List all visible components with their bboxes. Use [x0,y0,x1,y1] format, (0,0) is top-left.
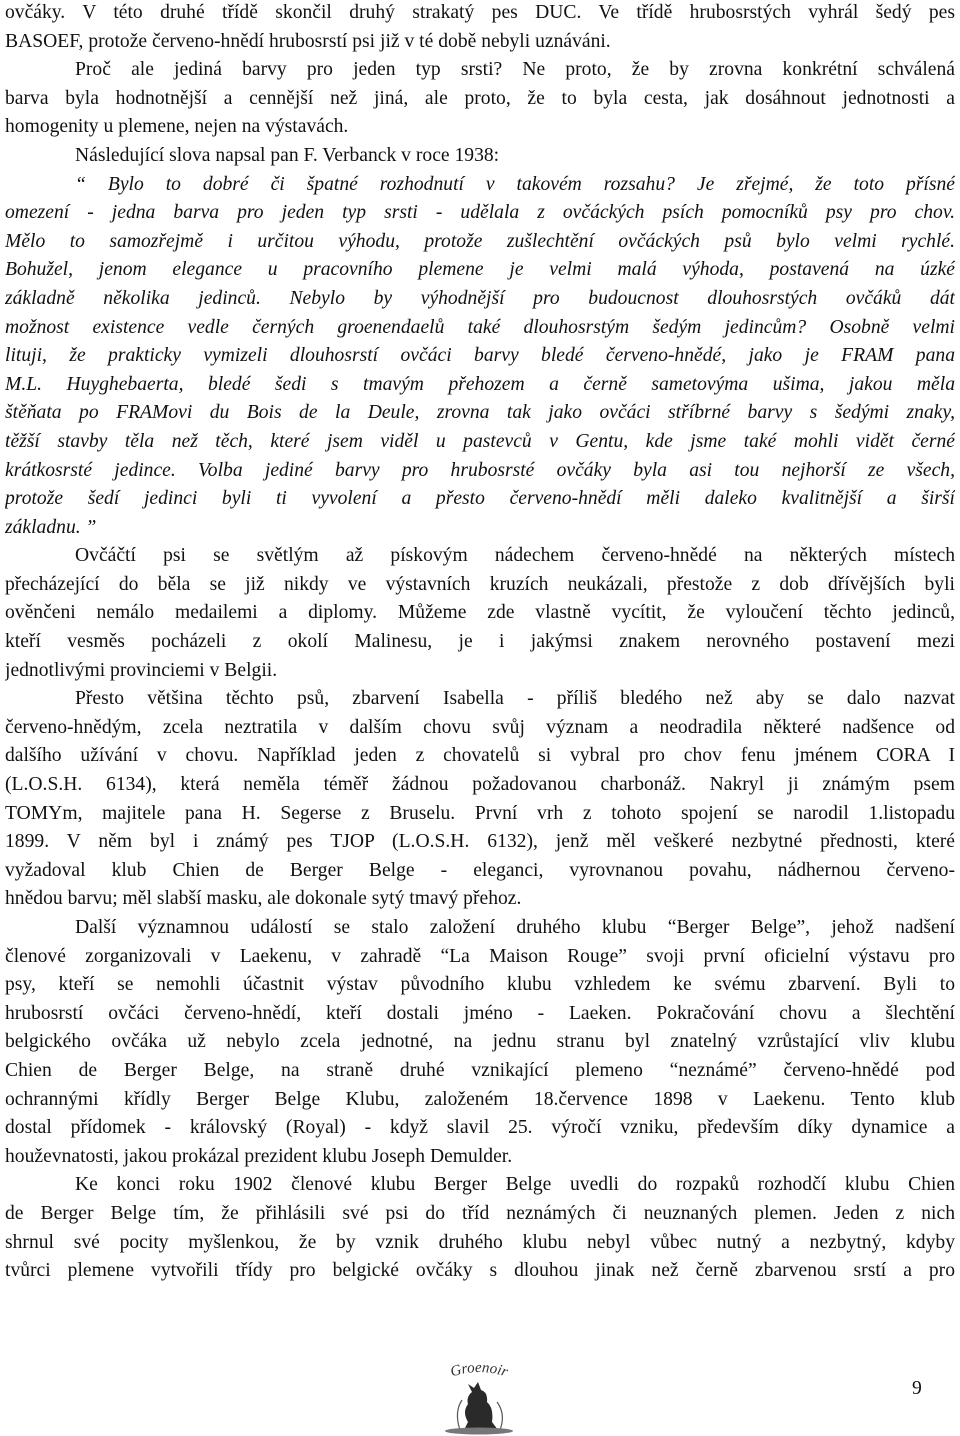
text-line: BASOEF, protože červeno-hnědí hrubosrstí psi již v té době nebyli uznáváni. [5,30,611,52]
text-line: belgického ovčáka už nebylo zcela jednotné, na jednu stranu byl znatelný vzrůstající vliv klubu [5,1031,955,1053]
text-line: TOMYm, majitele pana H. Segerse z Bruselu. První vrh z tohoto spojení se narodil 1.listopadu [5,802,955,824]
text-line: Ke konci roku 1902 členové klubu Berger Belge uvedli do rozpaků rozhodčí klubu Chien [75,1174,955,1196]
text-line: shrnul své pocity myšlenkou, že by vznik druhého klubu nebyl vůbec nutný a nezbytný, kdyby [5,1231,955,1253]
text-line: houževnatosti, jakou prokázal prezident klubu Joseph Demulder. [5,1145,513,1167]
text-line: hrubosrstí ovčáci červeno-hnědí, kteří dostali jméno - Laeken. Pokračování chovu a šlechtění [5,1002,955,1024]
text-line: červeno-hnědým, zcela neztratila v dalším chovu svůj význam a neodradila některé nadšence od [5,716,955,738]
page-number: 9 [912,1378,922,1399]
text-line: přecházející do běla se již nikdy ve výstavních kruzích neukázali, přestože z dob dřívějších byli [5,573,955,595]
text-line: dalšího užívání v chovu. Například jeden z chovatelů si vybral pro chov fenu jménem CORA I [5,745,955,767]
text-line: členové zorganizovali v Laekenu, v zahradě “La Maison Rouge” svoji první oficielní výstavu pro [5,945,955,967]
text-line: Následující slova napsal pan F. Verbanck v roce 1938: [75,144,500,166]
text-line: těžší stavby těla než těch, které jsem viděl u pastevců v Gentu, kde jsme také mohli vidět černé [5,430,955,452]
text-line: ověnčeni nemálo medailemi a diplomy. Můžeme zde vlastně vycítit, že vyloučení těchto jedinců, [5,602,955,624]
text-line: (L.O.S.H. 6134), která neměla téměř žádnou požadovanou charbonáž. Nakryl ji známým psem [5,774,955,796]
groenoir-logo [402,1352,556,1436]
text-line: Proč ale jediná barvy pro jeden typ srsti? Ne proto, že by zrovna konkrétní schválená [75,59,955,81]
text-line: základnu. ” [5,516,97,538]
text-line: ochrannými křídly Berger Belge Klubu, založeném 18.července 1898 v Laekenu. Tento klub [5,1088,955,1110]
text-line: možnost existence vedle černých groenendaelů také dlouhosrstým šedým jedincům? Osobně velmi [5,316,955,338]
text-line: lituji, že prakticky vymizeli dlouhosrstí ovčáci barvy bledé červeno-hnědé, jako je FRAM pana [5,345,955,367]
text-line: homogenity u plemene, nejen na výstavách. [5,116,349,138]
text-line: “ Bylo to dobré či špatné rozhodnutí v takovém rozsahu? Je zřejmé, že toto přísné [75,173,955,195]
svg-text:Groenoir [449,1360,510,1381]
text-line: Chien de Berger Belge, na straně druhé vznikající plemeno “neznámé” červeno-hnědé pod [5,1059,955,1081]
text-line: ovčáky. V této druhé třídě skončil druhý strakatý pes DUC. Ve třídě hrubosrstých vyhrál šedý pes [5,2,955,23]
body-text [5,0,955,1286]
text-line: psy, kteří se nemohli účastnit výstav původního klubu vzhledem ke svému zbarvení. Byli to [5,974,955,996]
text-line: štěňata po FRAMovi du Bois de la Deule, zrovna tak jako ovčáci stříbrné barvy s šedými znaky, [5,402,955,424]
text-line: omezení - jedna barva pro jeden typ srsti - udělala z ovčáckých psích pomocníků psy pro chov. [5,202,955,224]
text-line: kteří vesměs pocházeli z okolí Malinesu, je i jakýmsi znakem nerovného postavení mezi [5,631,955,653]
text-line: Mělo to samozřejmě i určitou výhodu, protože zušlechtění ovčáckých psů bylo velmi rychlé. [5,230,955,252]
text-line: dostal přídomek - královský (Royal) - když slavil 25. výročí vzniku, především díky dynamice a [5,1117,955,1139]
text-line: 1899. V něm byl i známý pes TJOP (L.O.S.H. 6132), jenž měl veškeré nezbytné přednosti, které [5,831,955,853]
text-line: barva byla hodnotnější a cennější než jiná, ale proto, že to byla cesta, jak dosáhnout jednotnosti a [5,87,955,109]
text-line: M.L. Huyghebaerta, bledé šedi s tmavým přehozem a černě sametovýma ušima, jakou měla [5,373,955,395]
text-line: de Berger Belge tím, že přihlásili své psi do tříd neznámých či neuznaných plemen. Jeden z nich [5,1202,955,1224]
text-line: vyžadoval klub Chien de Berger Belge - eleganci, vyrovnanou povahu, nádhernou červeno- [5,859,955,881]
text-line: Bohužel, jenom elegance u pracovního plemene je velmi malá výhoda, postavená na úzké [5,259,955,281]
text-line: tvůrci plemene vytvořili třídy pro belgické ovčáky s dlouhou jinak než černě zbarvenou srstí a pro [5,1260,955,1282]
text-line: protože šedí jedinci byli ti vyvolení a přesto červeno-hnědí měli daleko kvalitnější a širší [5,488,955,510]
logo-text: Groenoir [448,1359,510,1381]
text-line: krátkosrsté jedince. Volba jediné barvy pro hrubosrsté ovčáky byla asi tou nejhorší ze všech, [5,459,955,481]
text-line: základně několika jedinců. Nebylo by výhodnější pro budoucnost dlouhosrstých ovčáků dát [5,287,955,309]
text-line: jednotlivými provinciemi v Belgii. [5,659,278,681]
text-line: Ovčáčtí psi se světlým až pískovým nádechem červeno-hnědé na některých místech [75,545,955,567]
text-line: hnědou barvu; měl slabší masku, ale dokonale sytý tmavý přehoz. [5,888,522,910]
text-line: Přesto většina těchto psů, zbarvení Isabella - příliš bledého než aby se dalo nazvat [75,688,955,710]
text-line: Další významnou událostí se stalo založení druhého klubu “Berger Belge”, jehož nadšení [75,917,955,938]
